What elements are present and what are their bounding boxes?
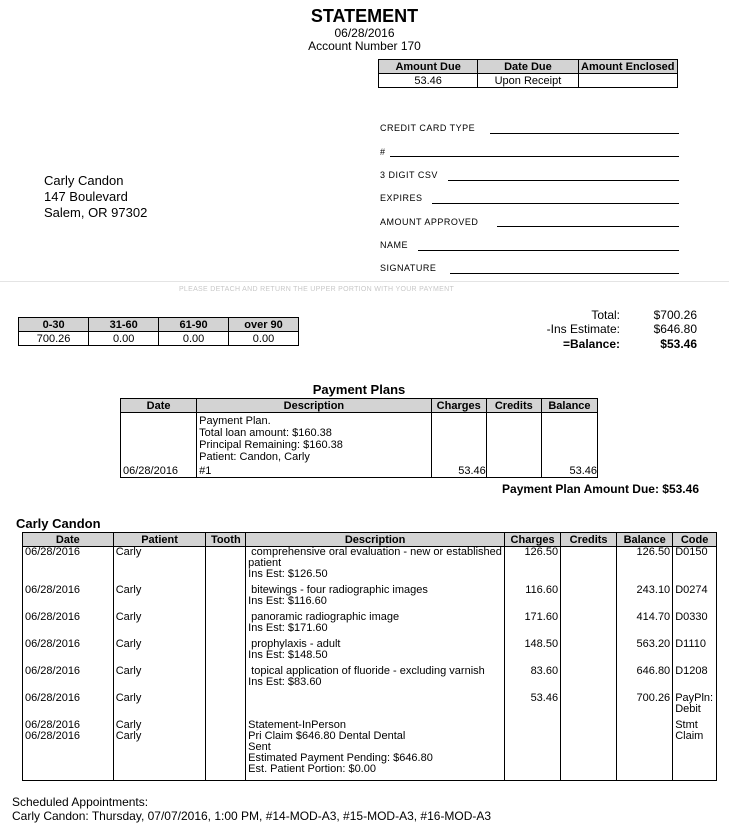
pp-header-charges: Charges <box>431 399 486 413</box>
tx-description <box>246 693 505 715</box>
amount-enclosed-header: Amount Enclosed <box>578 60 677 74</box>
tx-date: 06/28/2016 <box>23 720 114 731</box>
tx-patient: Carly <box>113 585 206 607</box>
pp-row-balance: 53.46 <box>541 465 597 478</box>
tx-description-line: Estimated Payment Pending: $646.80 <box>248 752 433 764</box>
tx-charges: 171.60 <box>505 612 561 634</box>
tx-patient: Carly <box>113 693 206 715</box>
aging-value-over-90: 0.00 <box>229 332 299 346</box>
tx-description-line <box>248 693 502 704</box>
pp-desc-line: Principal Remaining: $160.38 <box>199 439 343 451</box>
tx-description-line: panoramic radiographic image <box>251 611 400 623</box>
tx-description-line: topical application of fluoride - excluding varnish <box>251 665 485 677</box>
amount-approved-label: AMOUNT APPROVED <box>380 217 479 227</box>
table-row <box>23 547 717 581</box>
tx-balance <box>617 731 673 775</box>
card-number-label: # <box>380 147 386 157</box>
tx-header-code: Code <box>673 533 717 547</box>
pp-desc-line: Total loan amount: $160.38 <box>199 427 332 439</box>
credit-card-type-label: CREDIT CARD TYPE <box>380 123 476 133</box>
appointments-label: Scheduled Appointments: <box>12 795 149 809</box>
pp-cell-empty <box>541 413 597 466</box>
statement-date: 06/28/2016 <box>334 26 395 40</box>
pp-header-balance: Balance <box>541 399 597 413</box>
csv-line[interactable] <box>448 180 679 181</box>
ins-estimate-value: $646.80 <box>653 322 697 336</box>
table-row <box>23 585 717 607</box>
aging-table <box>18 317 299 346</box>
row-spacer <box>23 775 717 781</box>
tx-code <box>673 731 717 775</box>
tx-balance: 243.10 <box>617 585 673 607</box>
aging-value-31-60: 0.00 <box>89 332 159 346</box>
tx-charges <box>505 731 561 775</box>
total-value: $700.26 <box>653 308 697 322</box>
tx-balance <box>617 720 673 731</box>
detach-divider <box>0 281 729 282</box>
tx-description <box>246 666 505 688</box>
pp-row-date: 06/28/2016 <box>121 465 197 478</box>
patient-name: Carly Candon <box>44 173 124 188</box>
tx-description-line: Est. Patient Portion: $0.00 <box>248 763 376 775</box>
tx-description-line: comprehensive oral evaluation - new or established <box>251 546 502 558</box>
tx-description <box>246 639 505 661</box>
pp-desc-line: Patient: Candon, Carly <box>199 451 310 463</box>
pp-row-credits <box>486 465 541 478</box>
amount-approved-line[interactable] <box>497 226 679 227</box>
pp-header-date: Date <box>121 399 197 413</box>
table-row <box>23 612 717 634</box>
table-row <box>23 666 717 688</box>
tx-credits <box>561 720 617 731</box>
pp-header-credits: Credits <box>486 399 541 413</box>
tx-code <box>673 547 717 581</box>
tx-description-line: Ins Est: $83.60 <box>248 676 322 688</box>
expires-label: EXPIRES <box>380 193 423 203</box>
table-row <box>23 639 717 661</box>
aging-value-61-90: 0.00 <box>159 332 229 346</box>
tx-patient: Carly <box>113 547 206 581</box>
tx-patient: Carly <box>113 666 206 688</box>
tx-code <box>673 585 717 607</box>
pp-row-desc: #1 <box>197 465 431 478</box>
tx-charges: 116.60 <box>505 585 561 607</box>
tx-balance: 646.80 <box>617 666 673 688</box>
spacer-cell <box>673 775 717 781</box>
tx-code-line: Debit <box>675 703 701 715</box>
tx-patient: Carly <box>113 639 206 661</box>
amount-enclosed-field[interactable] <box>578 74 677 88</box>
payment-plan-amount-due: Payment Plan Amount Due: $53.46 <box>502 482 699 496</box>
tx-description-line: Sent <box>248 741 271 753</box>
tx-charges <box>505 720 561 731</box>
tx-date: 06/28/2016 <box>23 585 114 607</box>
tx-tooth <box>206 731 246 775</box>
signature-line[interactable] <box>450 273 679 274</box>
tx-description <box>246 585 505 607</box>
statement-title: STATEMENT <box>310 6 419 26</box>
tx-credits <box>561 731 617 775</box>
tx-credits <box>561 639 617 661</box>
aging-header-over-90: over 90 <box>229 318 299 332</box>
tx-tooth <box>206 666 246 688</box>
tx-description <box>246 612 505 634</box>
payment-plans-table <box>120 398 598 478</box>
total-label: Total: <box>591 308 620 322</box>
tx-date: 06/28/2016 <box>23 612 114 634</box>
name-line[interactable] <box>418 250 679 251</box>
tx-balance: 126.50 <box>617 547 673 581</box>
tx-header-patient: Patient <box>113 533 206 547</box>
detach-instructions: PLEASE DETACH AND RETURN THE UPPER PORTION WITH YOUR PAYMENT <box>178 286 455 293</box>
amount-due-header: Amount Due <box>379 60 478 74</box>
tx-credits <box>561 547 617 581</box>
credit-card-type-line[interactable] <box>490 133 679 134</box>
spacer-cell <box>505 775 561 781</box>
tx-description-line: Ins Est: $148.50 <box>248 649 328 661</box>
tx-header-charges: Charges <box>505 533 561 547</box>
spacer-cell <box>206 775 246 781</box>
signature-label: SIGNATURE <box>380 263 437 273</box>
expires-line[interactable] <box>432 203 679 204</box>
tx-code-line: D1208 <box>675 665 708 677</box>
pp-plan-description <box>197 413 431 466</box>
tx-description-line: bitewings - four radiographic images <box>251 584 428 596</box>
tx-date: 06/28/2016 <box>23 693 114 715</box>
amount-due-value: 53.46 <box>379 74 478 88</box>
transactions-table <box>22 532 717 781</box>
spacer-cell <box>23 775 114 781</box>
tx-balance: 700.26 <box>617 693 673 715</box>
tx-description-line: Ins Est: $171.60 <box>248 622 328 634</box>
tx-charges: 83.60 <box>505 666 561 688</box>
tx-patient: Carly <box>113 612 206 634</box>
tx-charges: 148.50 <box>505 639 561 661</box>
tx-code <box>673 639 717 661</box>
tx-code <box>673 666 717 688</box>
tx-patient: Carly <box>113 731 206 775</box>
pp-row-charges: 53.46 <box>431 465 486 478</box>
tx-balance: 563.20 <box>617 639 673 661</box>
tx-description-line: Pri Claim $646.80 Dental Dental <box>248 730 406 742</box>
spacer-cell <box>246 775 505 781</box>
pp-cell-empty <box>431 413 486 466</box>
account-holder-name: Carly Candon <box>16 516 101 531</box>
name-label: NAME <box>380 240 409 250</box>
tx-description-line: prophylaxis - adult <box>251 638 341 650</box>
tx-date: 06/28/2016 <box>23 639 114 661</box>
tx-date: 06/28/2016 <box>23 666 114 688</box>
aging-value-0-30: 700.26 <box>19 332 89 346</box>
spacer-cell <box>561 775 617 781</box>
csv-label: 3 DIGIT CSV <box>380 170 438 180</box>
pp-cell-empty <box>121 413 197 466</box>
tx-code-line: Stmt <box>675 719 698 731</box>
appointments-line: Carly Candon: Thursday, 07/07/2016, 1:00 PM, #14-MOD-A3, #15-MOD-A3, #16-MOD-A3 <box>12 809 492 823</box>
address-line1: 147 Boulevard <box>44 189 128 204</box>
balance-label: =Balance: <box>562 337 620 351</box>
account-number: Account Number 170 <box>308 39 421 53</box>
payment-plans-title: Payment Plans <box>312 382 406 397</box>
tx-code <box>673 612 717 634</box>
spacer-cell <box>113 775 206 781</box>
tx-code-line: PayPln: <box>675 692 714 704</box>
tx-description <box>246 547 505 581</box>
tx-header-tooth: Tooth <box>206 533 246 547</box>
tx-tooth <box>206 693 246 715</box>
tx-tooth <box>206 612 246 634</box>
tx-code-line: D0150 <box>675 546 708 558</box>
tx-credits <box>561 693 617 715</box>
ins-estimate-label: -Ins Estimate: <box>546 322 620 336</box>
pp-header-description: Description <box>197 399 431 413</box>
tx-header-description: Description <box>246 533 505 547</box>
amount-due-table <box>378 59 678 88</box>
balance-value: $53.46 <box>660 337 697 351</box>
tx-code-line: D0330 <box>675 611 708 623</box>
table-row <box>23 731 717 775</box>
pp-cell-empty <box>486 413 541 466</box>
address-line2: Salem, OR 97302 <box>44 205 148 220</box>
tx-code-line: D1110 <box>675 638 706 650</box>
spacer-cell <box>617 775 673 781</box>
pp-desc-line: Payment Plan. <box>199 415 271 427</box>
tx-credits <box>561 612 617 634</box>
tx-header-balance: Balance <box>617 533 673 547</box>
tx-charges: 126.50 <box>505 547 561 581</box>
tx-credits <box>561 666 617 688</box>
tx-tooth <box>206 639 246 661</box>
tx-description-line: Statement-InPerson <box>248 719 347 731</box>
tx-header-credits: Credits <box>561 533 617 547</box>
aging-header-0-30: 0-30 <box>19 318 89 332</box>
tx-description-line: Ins Est: $126.50 <box>248 568 328 580</box>
card-number-line[interactable] <box>390 156 679 157</box>
tx-tooth <box>206 585 246 607</box>
tx-header-date: Date <box>23 533 114 547</box>
tx-tooth <box>206 720 246 731</box>
tx-charges: 53.46 <box>505 693 561 715</box>
aging-header-31-60: 31-60 <box>89 318 159 332</box>
tx-date: 06/28/2016 <box>23 731 114 775</box>
date-due-value: Upon Receipt <box>478 74 578 88</box>
aging-header-61-90: 61-90 <box>159 318 229 332</box>
date-due-header: Date Due <box>478 60 578 74</box>
tx-credits <box>561 585 617 607</box>
tx-description-line: Ins Est: $116.60 <box>248 595 327 607</box>
tx-code-line: D0274 <box>675 584 708 596</box>
tx-description <box>246 731 505 775</box>
tx-code <box>673 693 717 715</box>
tx-code-line: Claim <box>675 730 704 742</box>
tx-tooth <box>206 547 246 581</box>
table-row <box>23 693 717 715</box>
tx-patient: Carly <box>113 720 206 731</box>
tx-date: 06/28/2016 <box>23 547 114 581</box>
tx-description-line: patient <box>248 557 282 569</box>
tx-balance: 414.70 <box>617 612 673 634</box>
